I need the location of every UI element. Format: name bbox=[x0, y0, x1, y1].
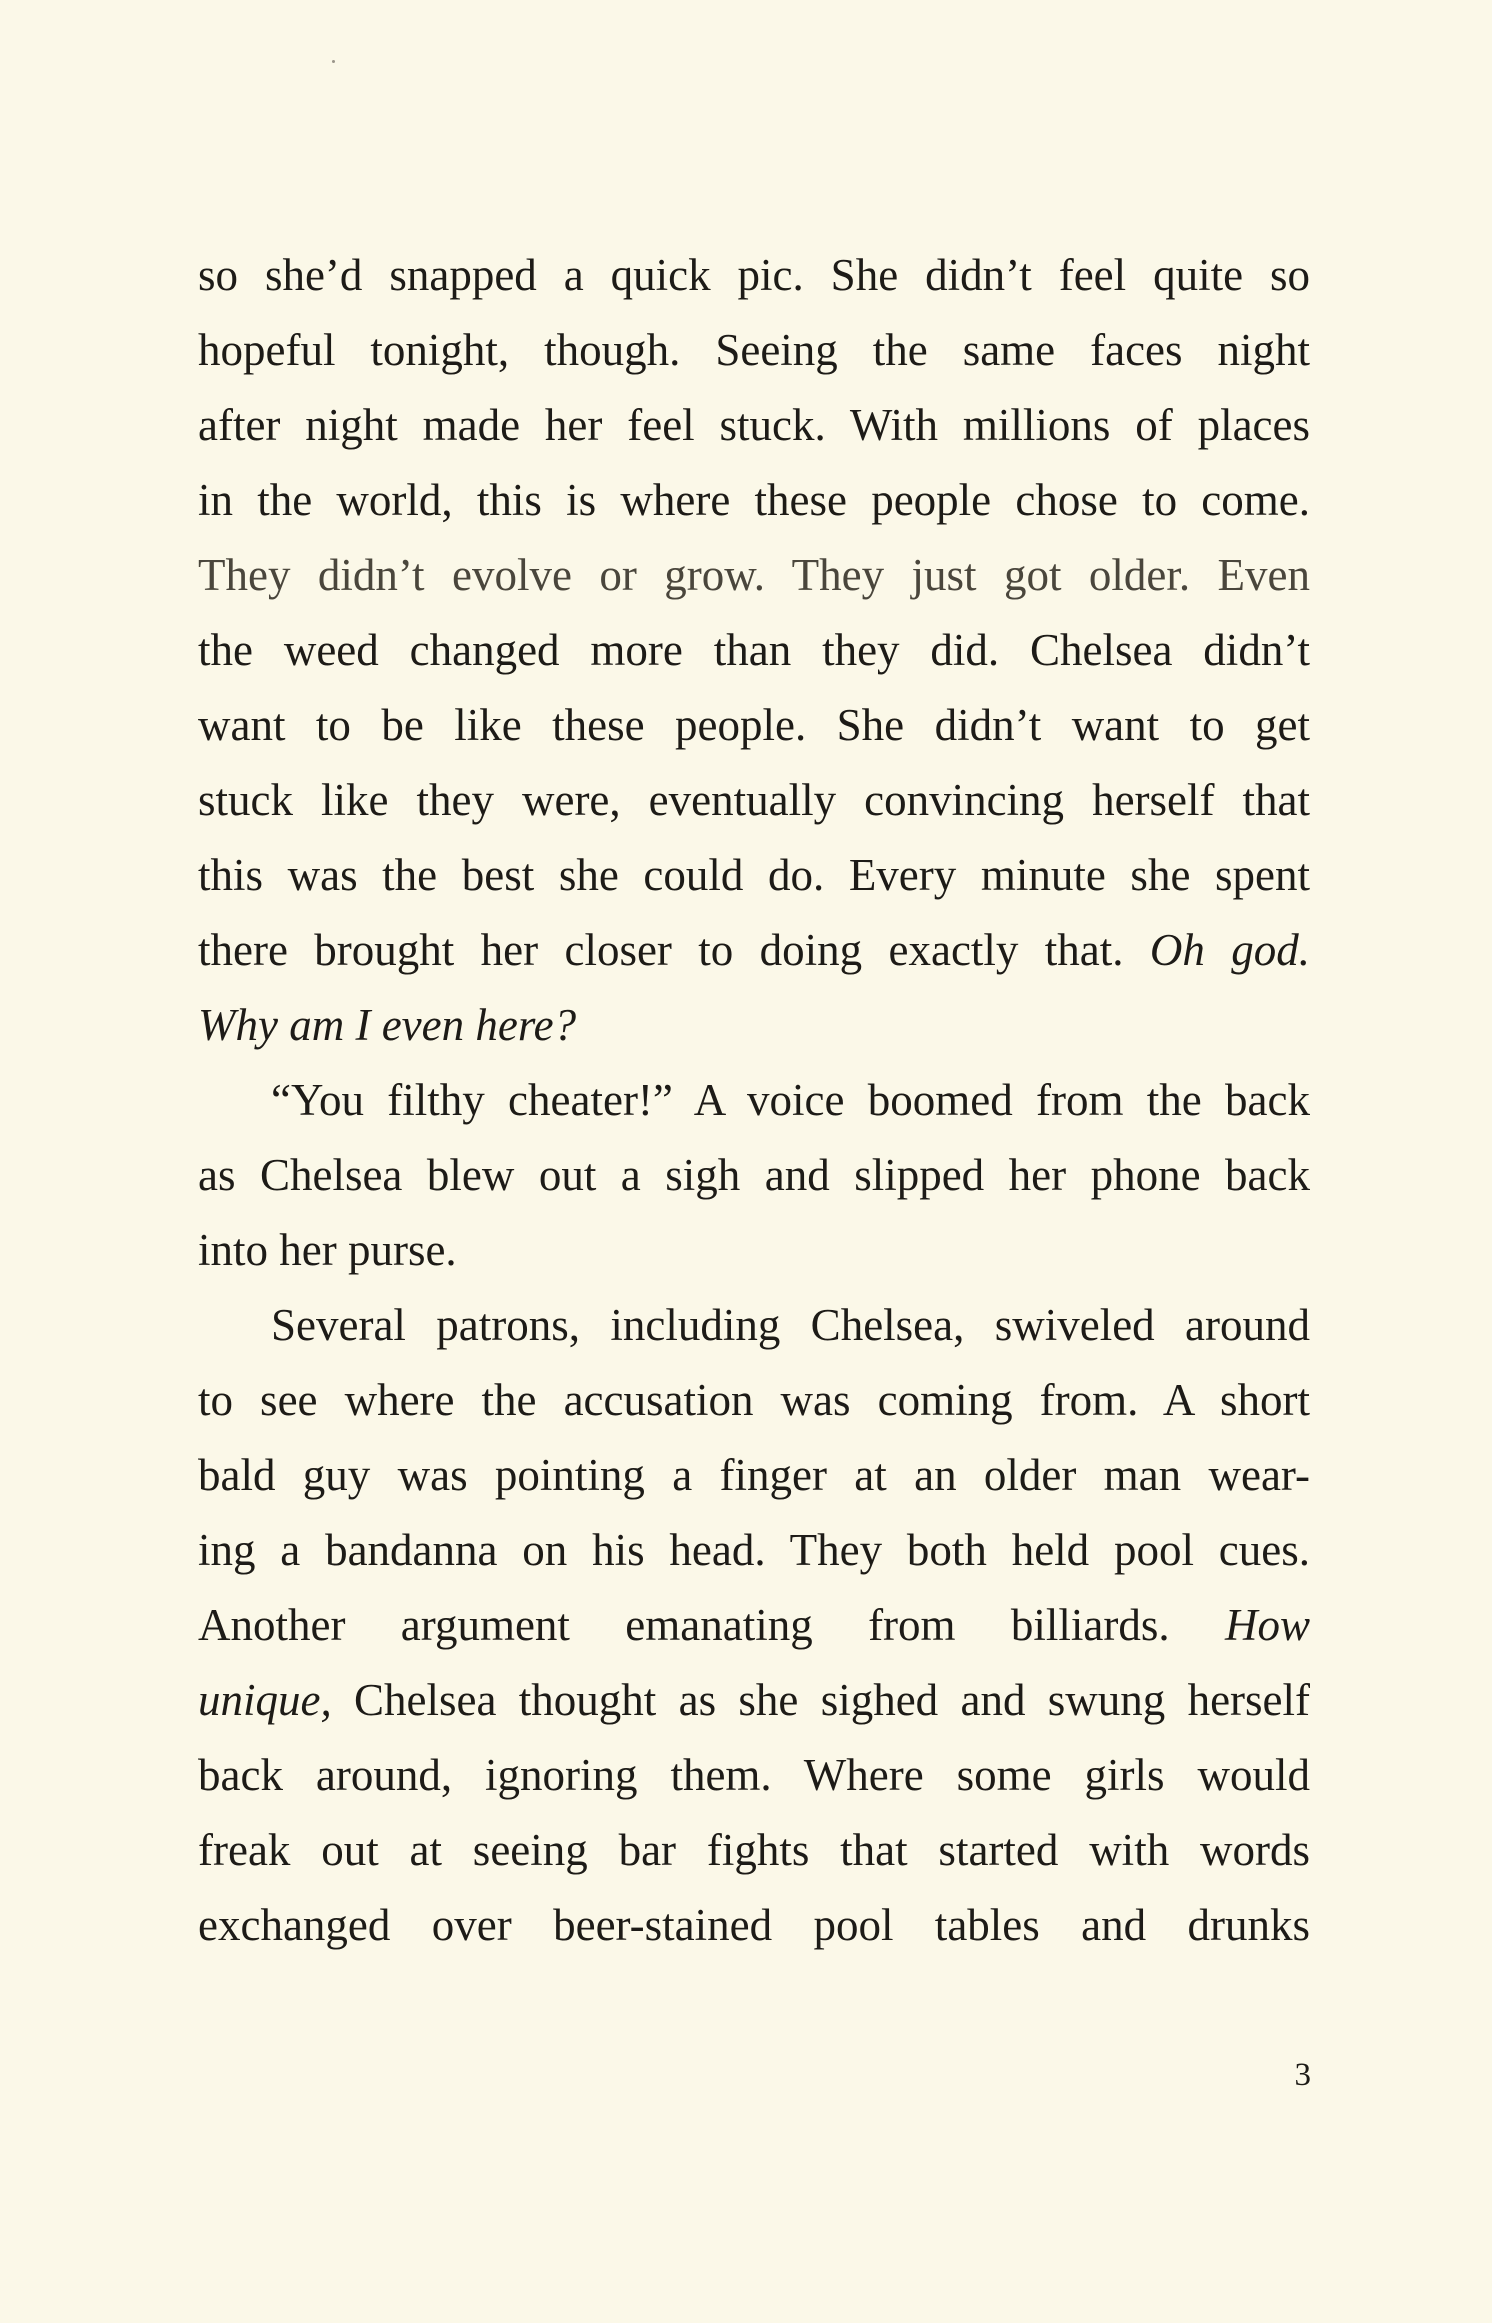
text-line: exchanged over beer-stained pool tables and drunks bbox=[198, 1900, 1310, 1950]
text-line: bald guy was pointing a finger at an older man wear- bbox=[198, 1450, 1310, 1500]
text-line: to see where the accusation was coming from. A short bbox=[198, 1375, 1310, 1425]
italic-thought: Oh god. bbox=[1149, 925, 1311, 975]
text-line: in the world, this is where these people chose to come. bbox=[198, 475, 1310, 525]
text-line: They didn’t evolve or grow. They just got older. Even bbox=[198, 550, 1310, 600]
text-line bbox=[198, 913, 1310, 988]
text-line: back around, ignoring them. Where some girls would bbox=[198, 1750, 1310, 1800]
text-line: “You filthy cheater!” A voice boomed from the back bbox=[271, 1075, 1310, 1125]
italic-thought: unique, bbox=[198, 1675, 332, 1725]
text-line: as Chelsea blew out a sigh and slipped her phone back bbox=[198, 1150, 1310, 1200]
text-line: want to be like these people. She didn’t want to get bbox=[198, 700, 1310, 750]
text-line bbox=[198, 988, 1310, 1063]
text-line: hopeful tonight, though. Seeing the same faces night bbox=[198, 325, 1310, 375]
text-line: into her purse. bbox=[198, 1225, 457, 1275]
italic-thought: Why am I even here? bbox=[198, 1000, 577, 1050]
text-line: the weed changed more than they did. Chelsea didn’t bbox=[198, 625, 1310, 675]
text-run: there brought her closer to doing exactly that. bbox=[198, 925, 1124, 975]
text-line: so she’d snapped a quick pic. She didn’t feel quite so bbox=[198, 250, 1310, 300]
text-line: this was the best she could do. Every minute she spent bbox=[198, 850, 1310, 900]
italic-thought: How bbox=[1224, 1600, 1310, 1650]
page-number: 3 bbox=[1294, 2057, 1311, 2093]
text-run: Another argument emanating from billiards. bbox=[198, 1600, 1170, 1650]
text-line: after night made her feel stuck. With millions of places bbox=[198, 400, 1310, 450]
text-line bbox=[198, 1588, 1310, 1663]
text-line bbox=[198, 1663, 1310, 1738]
text-line: stuck like they were, eventually convincing herself that bbox=[198, 775, 1310, 825]
text-line: ing a bandanna on his head. They both held pool cues. bbox=[198, 1525, 1310, 1575]
text-run: Chelsea thought as she sighed and swung herself bbox=[354, 1675, 1311, 1725]
text-line: freak out at seeing bar fights that started with words bbox=[198, 1825, 1310, 1875]
body-text bbox=[198, 238, 1310, 1963]
text-line: Several patrons, including Chelsea, swiveled around bbox=[271, 1300, 1310, 1350]
page-speck bbox=[332, 60, 335, 63]
